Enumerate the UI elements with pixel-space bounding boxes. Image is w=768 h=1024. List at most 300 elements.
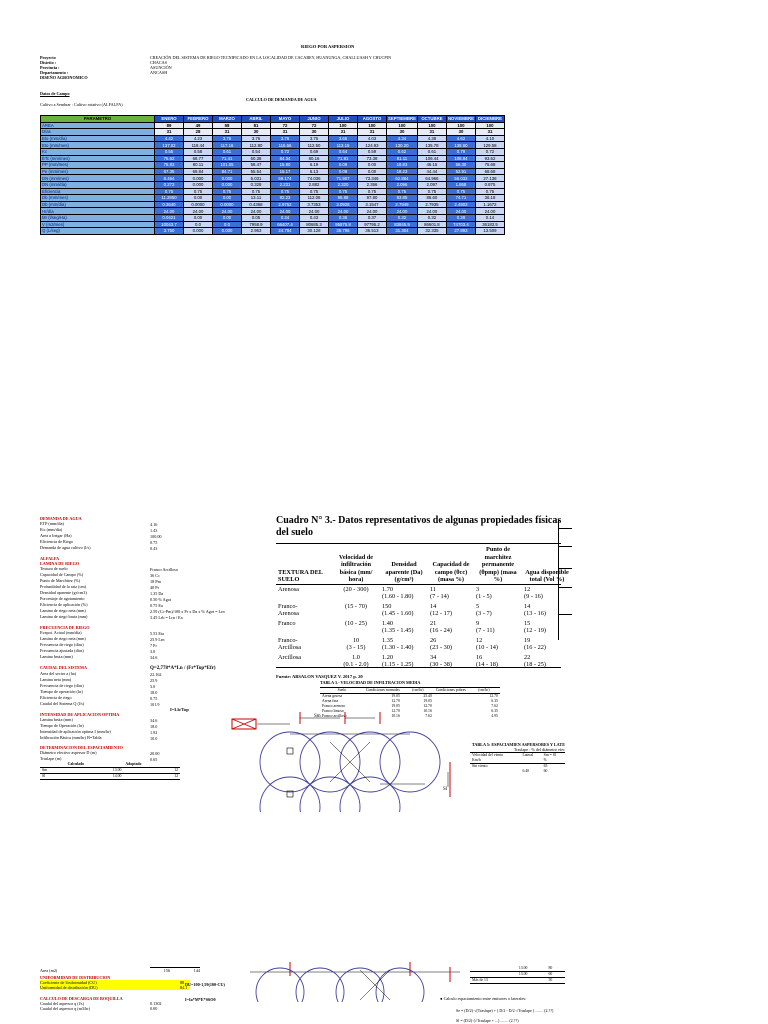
calc-label: Diámetro efectivo aspersor D (m) [40,750,97,755]
calculo-heading: CALCULO DE DEMANDA DE AGUA [246,97,317,102]
soil-value: 10 (3 - 15) [346,636,366,651]
cell: 74.71 [446,195,475,202]
cell: 0.75 [184,188,213,195]
data-row [41,188,505,195]
tabla3-head-cell: Suelo [320,688,364,694]
cell: 83.85 [387,195,418,202]
cell: 108.94 [446,155,475,162]
calc-label: Lamina de riego neta (mm) [40,636,86,641]
cell: 93.62 [475,155,504,162]
tabla5-head-cell: Lateral [522,753,534,757]
tabla3-cell: 19.05 [423,699,432,703]
cell: 11.2850 [155,195,184,202]
row-label: DN (mm/mes) [41,175,155,182]
cell: 74.036 [300,175,329,182]
cell: 0.75 [155,188,184,195]
cell: 129.58 [475,142,504,149]
soil-value: 14 (13 - 16) [524,602,547,617]
cell: 52.91 [446,168,475,175]
soil-value: 1.70 (1.60 - 1.80) [382,585,414,600]
cell: 0.00 [358,168,387,175]
cell: 58 [213,122,242,129]
spacing-table [40,762,180,780]
calc-value: 7 Fr [150,643,157,648]
spacing-cell: Sm [40,768,66,774]
row-label: V (m3/mes) [41,221,155,228]
tabla5-unit-cell: Km/h [470,758,521,764]
calc-label: Traslape (m) [40,756,62,761]
tabla3-cell: 4.95 [491,714,498,718]
cell: 0.75 [475,188,504,195]
cell: 80.11 [184,162,213,169]
cell: 4.42 [155,135,184,142]
cell: 0.273 [155,181,184,188]
province-row: Provincia : ASUNCIÓN [40,65,172,70]
tabla3-cell: 10.16 [423,709,432,713]
cell: 56.30 [446,162,475,169]
tabla5-cell: 13.00 [517,972,547,978]
cell: 84.71 [213,168,242,175]
soil-value: 14 (12 - 17) [430,602,453,617]
cell: 3.76 [242,135,271,142]
tabla5-cell: 60 [543,769,548,773]
cell: 7958.9 [242,221,271,228]
cell: 24.00 [417,208,446,215]
calc-label: Demanda de agua cultivo (l/s) [40,545,91,550]
calc-label: Etc (mm/día) [40,527,63,532]
tabla3-head-cell: Condiciones pobres [435,688,466,692]
cell: 56.032 [446,175,475,182]
calc-value: 34.6 [150,718,158,723]
wetting-circle [300,777,360,812]
district-row: Distrito : CHACAS [40,60,167,65]
cell: 36.513 [358,228,387,235]
wetting-circle [300,732,360,792]
calc-value: 3.45 Lrb = Lrn / Ea [150,615,183,620]
frecuencia-title: FRECUENCIA DE RIEGO [40,625,90,630]
document-title: RIEGO POR ASPERSION [301,44,355,49]
cell: 72 [300,122,329,129]
sprinkler-layout-diagram [230,712,470,812]
cell: 0.000 [213,228,242,235]
data-row [41,148,505,155]
cell: 4.03 [358,135,387,142]
cuadro-rule-mid [276,584,561,585]
caudal-title: CAUDAL DEL SISTEMA [40,665,88,670]
row-label: ÁREA [41,122,155,129]
cell: 71.91 [329,155,358,162]
cell: 49 [184,122,213,129]
cell: 0.0421 [155,214,184,221]
cell: 4.62 [446,135,475,142]
cell: 24.00 [271,208,300,215]
calc-value: 18.0 [150,690,158,695]
cell: 0.328 [242,181,271,188]
calc-label: Textura de suelo [40,566,68,571]
tabla5-row [470,769,565,774]
cell: 30 [387,129,418,136]
calculo-label: Caudal del aspersor q (l/s) [40,1001,84,1006]
soil-value: 1.35 (1.30 - 1.40) [382,636,414,651]
spacing-cell: 14.00 [66,774,124,780]
caudal-formula: Q=2,778*A*Ln / (Fr*Top*Efr) [150,666,216,671]
calc-value: 40 Pr [150,585,159,590]
cell: 18.83 [387,162,418,169]
calc-label: Eficiencia de riego [40,695,72,700]
intensidad-formula: I=Lb/Top [170,707,189,712]
lamina-title: LAMINA DE RIEGO [40,561,80,566]
data-row [41,175,505,182]
tabla3-cell: 19.05 [391,694,400,698]
calculo-row [40,1006,220,1011]
area-row [40,967,220,973]
cell: 89 [155,122,184,129]
cell: 24.00 [213,208,242,215]
cell: 137.02 [155,142,184,149]
cuadro-header: Agua disponible total (Vol %) [525,568,569,583]
cell: JULIO [329,116,358,123]
calc-label: Eficiencia de aplicación (%) [40,602,88,607]
tabla3-cell: 6.35 [491,709,498,713]
cell: 3.65 [329,135,358,142]
soil-value: 3 (1 - 5) [476,585,492,600]
cell: 0.54 [242,148,271,155]
calc-label: Tiempo de operación (hr) [40,689,83,694]
tabla5-cell: 65 [543,764,548,768]
spacing-cell: 12 [123,768,180,774]
row-label: Q (L/seg) [41,228,155,235]
cell: 0.09 [329,162,358,169]
cell: 95875.8 [329,221,358,228]
soil-value: 5 (3 - 7) [476,602,492,617]
calc-value: 0.65 [150,757,158,762]
calc-value: 0.43 [150,546,158,551]
sprinkler-layout-diagram-2 [250,962,470,1002]
calc-label: Lamina bruta (mm) [40,717,73,722]
soil-value: 1.0 (0.1 - 2.0) [343,653,369,668]
calc-value: 3.0 [150,649,156,654]
calc-label: Intensidad de aplicación optima I (mm/hr) [40,729,111,734]
row-label: Eto (mm/día) [41,135,155,142]
tabla5-continued-table [470,966,565,984]
cuadro-header: TEXTURA DEL SUELO [278,568,323,583]
soil-value: (15 - 70) [344,602,368,610]
calc-label: Frecuencia ajustada (días) [40,648,84,653]
cell: 0.36 [329,214,358,221]
calc-value: 101.9 [150,702,160,707]
cell: 3.750 [155,228,184,235]
tabla5-cell [517,978,547,984]
cell: 24.794 [271,228,300,235]
cuadro-title: Cuadro N° 3.- Datos representativos de algunas propiedades físicas del suelo [276,515,562,538]
cell: 32.335 [417,228,446,235]
cell: 24.00 [387,208,418,215]
cell: 68.68 [475,168,504,175]
data-row [41,168,505,175]
intensidad-title: INTENSIDAD DE APLICACION OPTIMA [40,712,120,717]
cell: 0.09 [329,168,358,175]
calculo-label: Caudal del aspersor q (m3/hr) [40,1006,91,1011]
cell: 0.62 [387,148,418,155]
tabla5-cell: 80 [547,966,565,972]
cell: 74703.4 [446,221,475,228]
du-formula: DU=100-1,59(100-CU) [185,982,225,987]
cell: 80.16 [300,155,329,162]
cell: 0.75 [300,188,329,195]
cell: 86.60 [417,195,446,202]
cell: 67.35 [155,168,184,175]
cell: 0.75 [213,188,242,195]
cell: 2.963 [242,228,271,235]
cell: 0.0 [213,221,242,228]
soil-texture: Franco- Arenosa [278,602,299,617]
area-row [41,122,505,129]
cell: 75.62 [155,155,184,162]
cell: 95.88 [329,195,358,202]
soil-value: 16 (14 - 18) [476,653,499,668]
cell: 0.0000 [184,201,213,208]
cell: 0.29 [446,214,475,221]
calc-label: Caudal del Sistema Q (l/s) [40,701,85,706]
header-row [41,116,505,123]
soil-value: 1.40 (1.35 - 1.45) [382,619,414,634]
cell: 81 [242,122,271,129]
cell: 109.44 [417,155,446,162]
cell: 100 [358,122,387,129]
cell: 24.00 [329,208,358,215]
cell: 0.69 [300,148,329,155]
cell: 2.366 [358,181,387,188]
calc-label: Porcentaje de agotamiento [40,596,85,601]
area-value: 156 [150,967,170,973]
tabla3-cell: Arena gruesa [322,694,343,698]
cell: 100 [417,122,446,129]
cell: 69.174 [271,175,300,182]
wetting-circle [380,732,440,792]
cell: 0.00 [213,214,242,221]
cell: 18.23 [387,168,418,175]
tabla3-cell: 12.70 [489,694,498,698]
cell: 100 [446,122,475,129]
cell: 3.76 [271,135,300,142]
cell: 3.7353 [300,201,329,208]
data-row [41,214,505,221]
tabla5-title: TABLA 5: ESPACIAMIEN ASPERSORES Y LATE [471,742,565,747]
cuadro-source: Fuente: ABSALON VASQUEZ V. 2017 p. 20 [276,673,363,679]
row-label: Db (mm/día) [41,201,155,208]
cell: 3.76 [213,135,242,142]
cuadro-rule-bottom [276,667,561,668]
cell: 2.4903 [446,201,475,208]
cell: 72 [271,122,300,129]
tabla5-continuation [470,966,565,984]
cell: 0.75 [446,188,475,195]
cell: 36.18 [475,195,504,202]
calc-value: 25.9 [150,678,158,683]
cell: 31 [329,129,358,136]
tabla3-head-cell: (cm/hr) [402,688,434,694]
soil-value: 11 (7 - 14) [430,585,449,600]
cell: 0.37 [358,214,387,221]
cell: 0.58 [184,148,213,155]
cell: 24.00 [358,208,387,215]
soil-row [276,619,572,636]
row-label: Pe (mm/mes) [41,168,155,175]
cell: 31 [213,129,242,136]
cell: DICIEMBRE [475,116,504,123]
cell: 64.966 [417,175,446,182]
tabla5-cell: 60 [547,972,565,978]
cell: 2.882 [300,181,329,188]
soil-value: 150 (1.45 - 1.60) [382,602,414,617]
cell: 30 [242,129,271,136]
calc-value: 18 Pm [150,579,161,584]
bracket-tick-4 [558,587,572,588]
cell: 55.54 [242,168,271,175]
cell: 0.4368 [242,201,271,208]
uniformidad-label: Coeficiente de Uniformidad (CU) [40,980,180,985]
cell: 0.79 [446,148,475,155]
cell: 0.72 [475,148,504,155]
tabla3-head-cell: Condiciones normales [366,688,400,692]
demanda-title: DEMANDA DE AGUA [40,516,82,521]
cell: 36183.5 [475,221,504,228]
cell: 4.10 [475,135,504,142]
calc-label: Infiltración Básica (mm/hr) B=Tabla [40,735,102,740]
cell: NOVIEMBRE [447,116,474,122]
row-label: DN (mm/día) [41,181,155,188]
cell: 6.19 [300,162,329,169]
spacing-bullet: ● Calculo espaciamiento entre emisores o laterales: [440,996,527,1001]
cuadro-3 [276,515,572,679]
cell: 68.77 [184,155,213,162]
calc-label: Densidad aparente (gr/cm3) [40,590,87,595]
calc-label: Tiempo de Operación (hr) [40,723,84,728]
calc-value: 0.50 % Agot [150,597,172,602]
project-info [40,55,391,80]
calc-value: 36 Cc [150,573,160,578]
cuadro-header: Velocidad de infiltración básica (mm/ hora) [338,553,374,583]
cell: 112.80 [242,142,271,149]
cell: 6.13 [300,168,329,175]
row-label: PP (mm/mes) [41,162,155,169]
cuadro-header: Punto de marchitez permanente (θpmp) (masa %) [479,546,517,583]
tabla5-table [470,752,565,774]
cell: ABRIL [242,116,271,123]
cell: 100 [475,122,504,129]
tabla5-sub: Traslape : % del diámetro efec [513,747,565,752]
uniformidad-label: Uniformidad de distribución (DU) [40,985,180,990]
cell: 27.893 [446,228,475,235]
cell: 0.000 [184,175,213,182]
soil-value: 21 (16 - 24) [430,619,453,634]
cell: 75.68 [475,162,504,169]
wetting-circle [260,777,320,812]
cell: 130.20 [387,142,418,149]
tabla5-cell [470,769,521,774]
cell: 24.00 [242,208,271,215]
data-row [41,221,505,228]
cell: ENERO [155,116,184,123]
cell: 112.50 [300,142,329,149]
cell: 84.34 [271,155,300,162]
cell: 0.72 [271,148,300,155]
cell: SEPTIEMBRE [388,116,416,122]
monthly-demand-table [40,115,505,235]
wetting-circle [260,732,320,792]
tabla3-cell: 25.40 [423,694,432,698]
tabla3-cell: Franco arcilloso [322,714,347,718]
formula-1: Se = (D/2)·√(Traslape) + ( D/2 - D/2·√Traslape ) ........ (2.??) [456,1008,554,1013]
soil-value: 1.20 (1.15 - 1.25) [382,653,414,668]
data-row [41,135,505,142]
cell: 0.43 [300,214,329,221]
data-row [41,155,505,162]
cell: 24.00 [155,208,184,215]
espaciamiento-title: DETERMINACION DEL ESPACIAMIENTO [40,745,123,750]
area-value: 144 [170,967,200,973]
cell: 97795.2 [358,221,387,228]
calc-value: 100.00 [150,534,162,539]
cell: 3.0928 [329,201,358,208]
calc-label: Frecuencia de riego (días) [40,683,84,688]
tabla3-cell: 12.70 [391,699,400,703]
cell: 2.9752 [271,201,300,208]
cell: 13.11 [242,195,271,202]
cell: 0.75 [417,188,446,195]
row-label: Db (mm/mes) [41,195,155,202]
cell: 24.00 [446,208,475,215]
cell: 0.05 [242,214,271,221]
cell: 117.16 [213,142,242,149]
project-row: Proyecto CREACIÓN DEL SISTEMA DE RIEGO TECNIFICADO EN LA LOCALIDAD DE CACABEY, HUANUNGA, CHALLUASH Y CHUCPIN [40,55,392,60]
tabla5-cell: Sin viento [472,764,488,768]
cell: 73.346 [358,175,387,182]
spacing-cell: 13.00 [66,768,124,774]
cell: 0.3640 [155,201,184,208]
calc-value: 3.0 [150,684,156,689]
cell: 118.44 [184,142,213,149]
uniformidad-title: UNIFORMIDAD DE DISTRIBUCION [40,975,111,980]
cell: 2.231 [271,181,300,188]
cell: MAYO [271,116,300,123]
tabla3-cell: 6.35 [491,699,498,703]
cuadro-header: Capacidad de campo (θcc) (masa %) [432,561,470,583]
calc-value: 4.16 [150,522,158,527]
cell: 31 [475,129,504,136]
calc-value: Franco Arcilloso [150,567,179,572]
cell: 71.41 [213,155,242,162]
calc-value: 0.75 [150,540,158,545]
soil-value: 34 (30 - 38) [430,653,453,668]
spacing-bullet-text: Calculo espaciamiento entre emisores o laterales: [443,996,527,1001]
calc-label: Frecuencia de riego (días) [40,642,84,647]
cell: 0.00 [213,195,242,202]
row-label: Eto (mm/mes) [41,142,155,149]
cell: 24.00 [300,208,329,215]
datos-campo-label: Datos de Campo [40,91,70,96]
formula-2: Sl = (D/2)·(√Traslape + ...) ........ (2.??) [456,1018,519,1023]
uniformidad-value: 84.1 [180,985,190,990]
tabla3-title: TABLA 3.- VELOCIDAD DE INFILTRACION MEDIA [320,680,421,685]
soil-value: 19 (16 - 22) [524,636,547,651]
cell: 0.14 [475,214,504,221]
calc-value: 5.53 Eta [150,631,164,636]
cell: 31 [417,129,446,136]
row-label: Mr (l/seg/Ha) [41,214,155,221]
cell: 0.61 [417,148,446,155]
calc-value: 22.162 [150,672,162,677]
